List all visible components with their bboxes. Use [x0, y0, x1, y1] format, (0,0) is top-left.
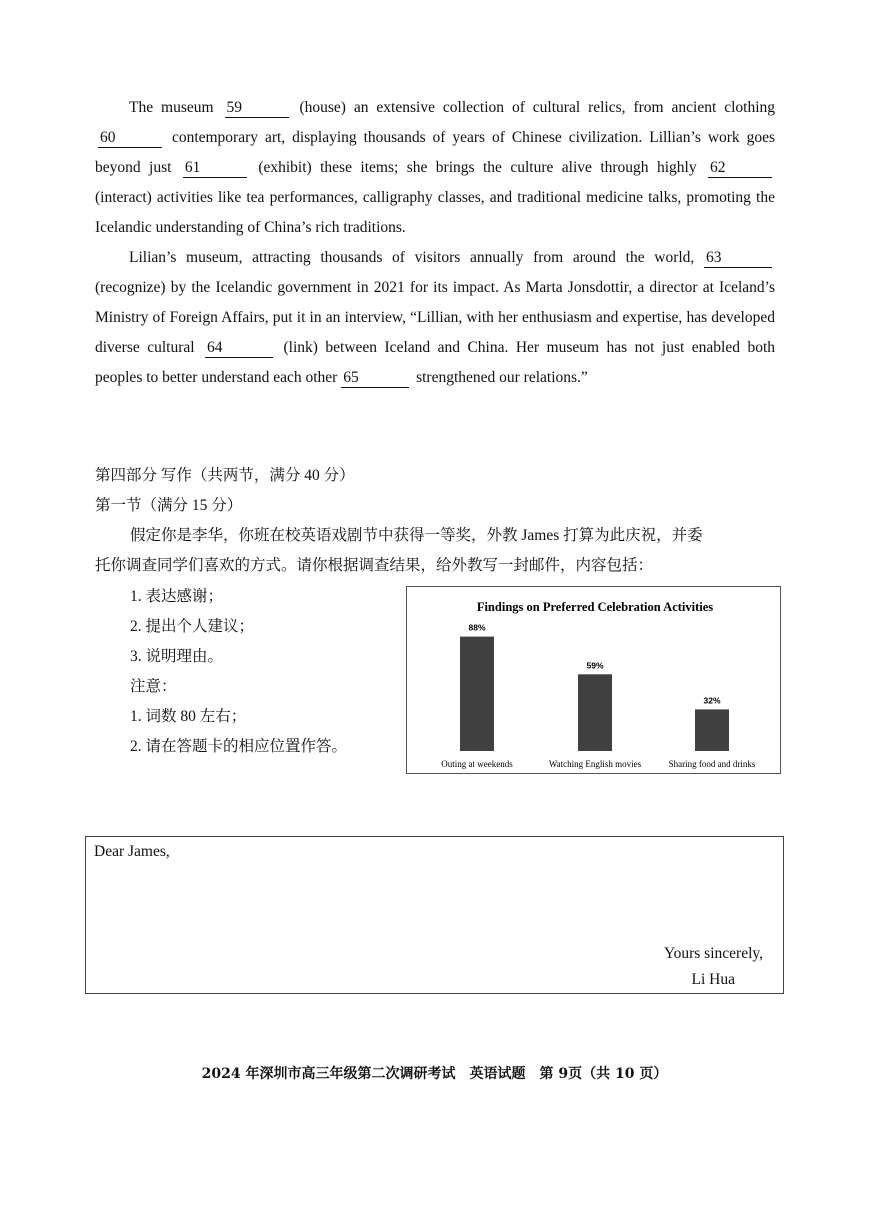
note-2: 2. 请在答题卡的相应位置作答。 — [130, 738, 348, 755]
chart-category-label: Watching English movies — [548, 759, 642, 769]
chart-bar — [578, 674, 612, 751]
letter-signature: Li Hua — [691, 971, 735, 988]
note-label: 注意： — [130, 678, 177, 695]
requirement-2: 2. 提出个人建议； — [130, 618, 255, 635]
letter-closing: Yours sincerely, — [663, 945, 763, 962]
blank-62: 62 — [708, 158, 772, 178]
prompt-line-1: 假定你是李华，你班在校英语戏剧节中获得一等奖，外教 James 打算为此庆祝，并委 — [130, 527, 703, 544]
passage-text: The museum — [129, 99, 214, 116]
chart-data-label: 88% — [468, 622, 486, 633]
passage-text: contemporary art, displaying thousands of years of Chinese civilization. Lillian’s work goes beyond just — [95, 129, 776, 176]
chart-bar — [460, 637, 494, 751]
passage-text: (link) between Iceland and China. Her museum has not just enabled both peoples to better understand each other — [95, 339, 775, 386]
passage-text: (exhibit) these items; she brings the culture alive through highly — [258, 159, 697, 176]
requirement-1: 1. 表达感谢； — [130, 588, 224, 605]
blank-60: 60 — [98, 128, 162, 148]
letter-greeting: Dear James, — [94, 843, 170, 860]
section-title: 第一节（满分 15 分） — [95, 497, 243, 514]
prompt-line-2: 托你调查同学们喜欢的方式。请你根据调查结果，给外教写一封邮件，内容包括： — [95, 557, 654, 574]
passage-paragraph-2 — [95, 243, 775, 393]
chart-svg — [407, 587, 780, 773]
chart-data-label: 59% — [586, 660, 604, 671]
blank-59: 59 — [225, 98, 289, 118]
passage-text: (house) an extensive collection of cultural relics, from ancient clothing — [299, 99, 775, 116]
chart-data-label: 32% — [703, 695, 721, 706]
letter-box — [85, 836, 784, 994]
blank-65: 65 — [341, 368, 409, 388]
part-title: 第四部分 写作（共两节，满分 40 分） — [95, 467, 355, 484]
passage-text: Lilian’s museum, attracting thousands of visitors annually from around the world, — [129, 249, 695, 266]
passage-paragraph-1 — [95, 93, 775, 243]
chart-category-label: Sharing food and drinks — [668, 759, 756, 769]
requirement-3: 3. 说明理由。 — [130, 648, 224, 665]
blank-63: 63 — [704, 248, 772, 268]
passage-text: strengthened our relations.” — [416, 369, 588, 386]
chart-category-label: Outing at weekends — [441, 759, 513, 769]
survey-chart — [406, 586, 781, 774]
chart-title: Findings on Preferred Celebration Activities — [476, 600, 714, 614]
chart-bar — [695, 709, 729, 751]
blank-61: 61 — [183, 158, 247, 178]
page-footer: 2024 年深圳市高三年级第二次调研考试 英语试题 第 9页（共 10 页） — [201, 1066, 668, 1082]
blank-64: 64 — [205, 338, 273, 358]
passage-text: (interact) activities like tea performances, calligraphy classes, and traditional medicine talks, promoting the Icelandic understanding of China’s rich traditions. — [95, 189, 775, 236]
passage-text: (recognize) by the Icelandic government in 2021 for its impact. As Marta Jonsdottir, a director at Iceland’s Ministry of Foreign Affairs, put it in an interview, “Lillian, with her enthusiasm and expertise, has developed diverse cultural — [95, 279, 775, 356]
note-1: 1. 词数 80 左右； — [130, 708, 247, 725]
